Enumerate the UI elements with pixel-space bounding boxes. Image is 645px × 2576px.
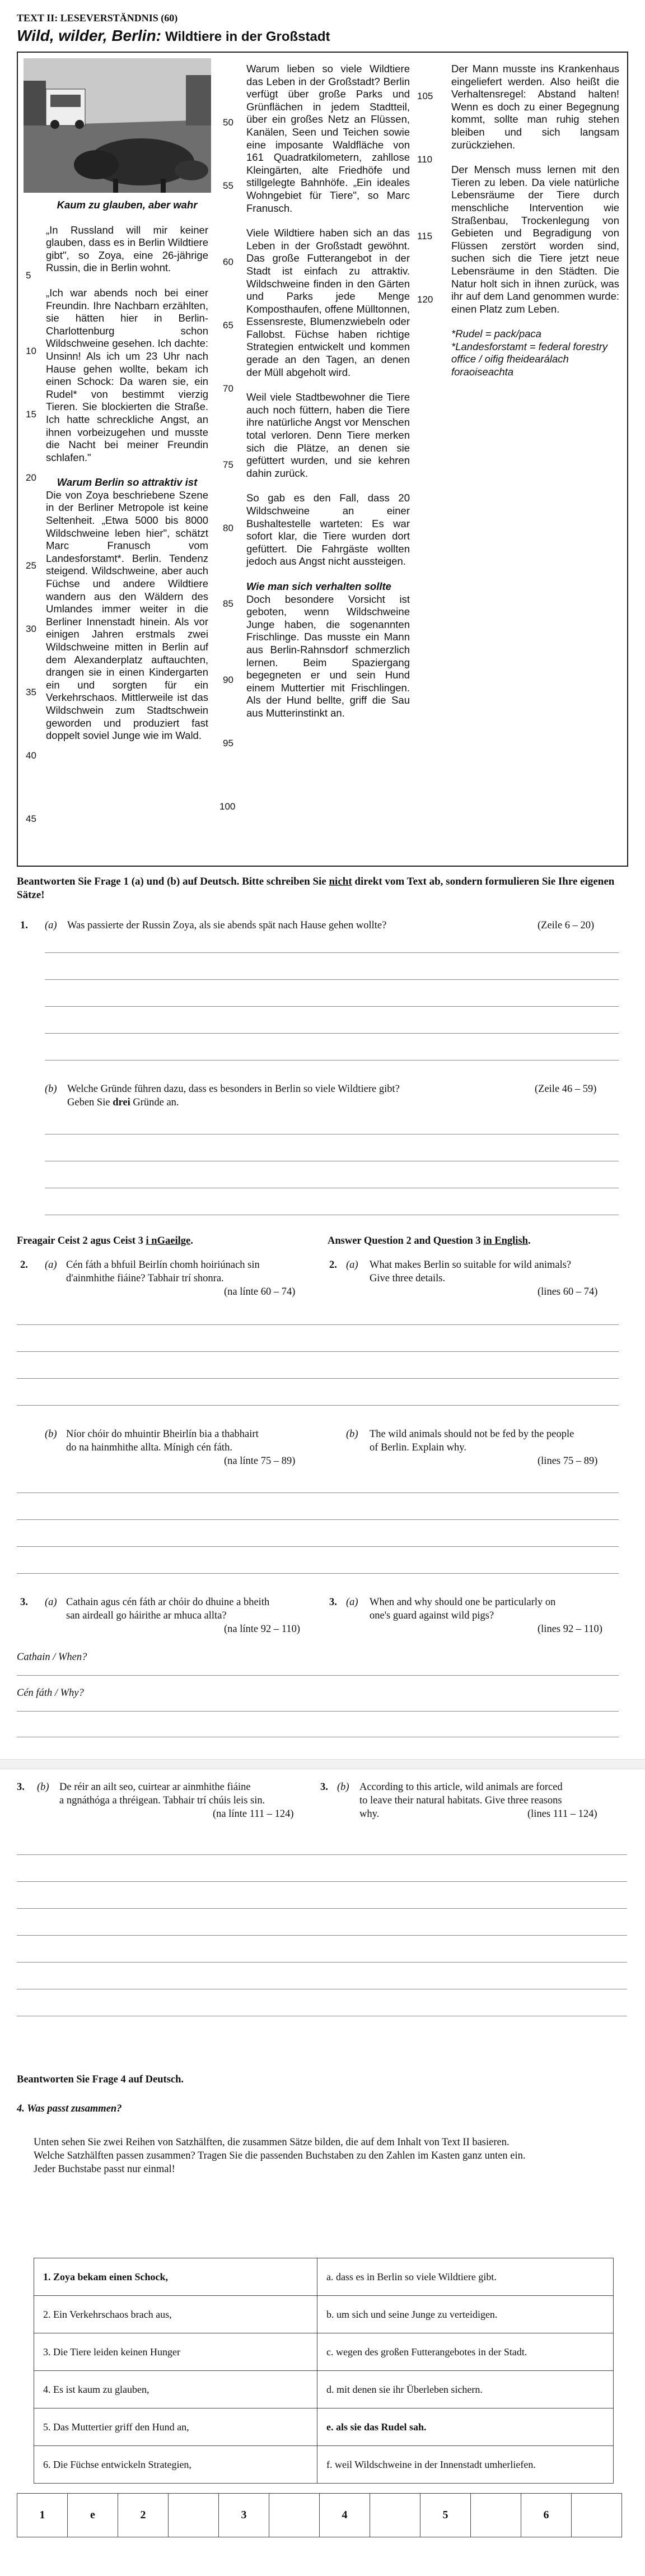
q1a-label: (a): [45, 920, 57, 931]
grid-answer-cell[interactable]: [169, 2494, 219, 2537]
q1b-text-2-post: Gründe an.: [133, 1097, 179, 1108]
q1b-text-1: Welche Gründe führen dazu, dass es besonders in Berlin so viele Wildtiere gibt?: [67, 1084, 400, 1095]
line-number: 55: [223, 180, 233, 191]
q4-instruction: Beantworten Sie Frage 4 auf Deutsch.: [17, 2074, 184, 2085]
q3a-ga-2: san airdeall go háirithe ar mhuca allta?: [66, 1610, 227, 1621]
answer-line[interactable]: [17, 1711, 619, 1712]
q3b-label-en: (b): [337, 1782, 349, 1793]
q3a-why-label: Cén fáth / Why?: [17, 1687, 84, 1699]
wild-boar-photo: [24, 58, 211, 193]
q3a-when-label: Cathain / When?: [17, 1652, 87, 1663]
grid-number-cell: 6: [521, 2494, 572, 2537]
grid-answer-cell[interactable]: [269, 2494, 320, 2537]
grid-answer-cell[interactable]: [370, 2494, 420, 2537]
q2a-ga-ref: (na línte 60 – 74): [224, 1286, 296, 1298]
answer-line[interactable]: [17, 1935, 627, 1936]
line-number: 35: [26, 687, 36, 698]
answer-line[interactable]: [17, 1881, 627, 1882]
answer-line[interactable]: [17, 1573, 619, 1574]
line-number: 5: [26, 270, 31, 281]
q3b-ga-ref: (na línte 111 – 124): [213, 1808, 294, 1820]
right-half: e. als sie das Rudel sah.: [317, 2408, 614, 2446]
answer-line[interactable]: [45, 952, 619, 953]
q4-intro: [34, 2136, 627, 2176]
ga-instruction-post: .: [190, 1235, 193, 1247]
article-paragraph: Die von Zoya beschriebene Szene in der Berliner Metropole ist keine Seltenheit. „Etwa 5000 bis 8000 Wildschweine leben hier", schätzt Marc Franusch vom Landesforstamt*. Berlin. Tendenz steigend. Wildschweine, aber auch Füchse und andere Wildtiere wandern aus den Wäldern des Umlandes immer weiter in die Berliner Innenstadt hinein. Als vor einigen Jahren erstmals zwei Wildschweine mitten in Berlin auf dem Alexanderplatz auftauchten, drangen sie in einen Kindergarten ein und sorgten für ein Verkehrschaos. Mittlerweile ist das Wildschwein zum Stadtschwein geworden und produziert fast doppelt soviel Junge wie im Wald.: [46, 489, 208, 742]
left-half: 5. Das Muttertier griff den Hund an,: [34, 2408, 317, 2446]
q3a-en-1: When and why should one be particularly on: [370, 1597, 556, 1608]
line-number: 65: [223, 320, 233, 331]
q3b-ga-1: De réir an ailt seo, cuirtear ar ainmhithe fiáine: [59, 1782, 251, 1793]
line-number: 120: [417, 294, 433, 305]
answer-line[interactable]: [45, 1033, 619, 1034]
q1b-label: (b): [45, 1084, 57, 1095]
q1a-text: Was passierte der Russin Zoya, als sie abends spät nach Hause gehen wollte?: [67, 920, 387, 931]
page-break: [0, 1759, 645, 1769]
line-number: 115: [417, 231, 433, 241]
q2b-en-2: of Berlin. Explain why.: [370, 1442, 466, 1453]
line-number: 70: [223, 383, 233, 394]
article-column-1: [46, 199, 208, 755]
line-number: 40: [26, 750, 36, 761]
article-paragraph: So gab es den Fall, dass 20 Wildschweine an einer Bushaltestelle warteten: Es war sofort klar, die Tiere wurden dort gefüttert. Die Fahrgäste wollten jedoch aus Angst nicht aussteigen.: [246, 492, 410, 568]
q3a-ga-ref: (na línte 92 – 110): [224, 1624, 300, 1635]
q2a-label-en: (a): [346, 1259, 358, 1271]
line-number: 105: [417, 91, 433, 101]
q4-intro-line: Jeder Buchstabe passt nur einmal!: [34, 2164, 175, 2175]
grid-answer-cell[interactable]: [471, 2494, 521, 2537]
left-half: 3. Die Tiere leiden keinen Hunger: [34, 2333, 317, 2371]
table-row: [34, 2333, 614, 2371]
answer-grid: [17, 2493, 622, 2537]
en-instruction-post: .: [527, 1235, 531, 1247]
answer-line[interactable]: [17, 1908, 627, 1909]
line-number: 30: [26, 624, 36, 634]
en-instruction: [328, 1234, 531, 1248]
answer-line[interactable]: [17, 1519, 619, 1520]
q3b-en-3: why.: [359, 1808, 380, 1820]
q1-instruction-post: direkt vom Text ab, sondern formulieren Sie Ihre eigenen Sätze!: [17, 876, 615, 901]
table-row: [34, 2296, 614, 2333]
left-half: 1. Zoya bekam einen Schock,: [34, 2258, 317, 2296]
q1-number: 1.: [20, 920, 28, 931]
q1-instruction-pre: Beantworten Sie Frage 1 (a) und (b) auf Deutsch. Bitte schreiben Sie: [17, 876, 326, 887]
q2-number: 2.: [20, 1259, 28, 1271]
article-column-2: [246, 63, 410, 732]
article-paragraph: Weil viele Stadtbewohner die Tiere auch noch füttern, haben die Tiere ihre natürliche Angst vor Menschen total verloren. Denn Tiere merken sich die Plätze, an denen sie gefüttert wurden, und sie kehren dahin zurück.: [246, 391, 410, 479]
grid-answer-cell[interactable]: [572, 2494, 622, 2537]
q3b-label-ga: (b): [37, 1782, 49, 1793]
table-row: [34, 2446, 614, 2484]
table-row: [34, 2371, 614, 2408]
right-half: a. dass es in Berlin so viele Wildtiere gibt.: [317, 2258, 614, 2296]
article-title-rest: Wildtiere in der Großstadt: [165, 29, 330, 44]
grid-number-cell: 3: [219, 2494, 269, 2537]
article-lead: Kaum zu glauben, aber wahr: [57, 199, 198, 211]
q3b-en-2: to leave their natural habitats. Give three reasons: [359, 1795, 562, 1806]
q3b-ga-2: a ngnáthóga a thréigean. Tabhair trí chúis leis sin.: [59, 1795, 265, 1806]
right-half: b. um sich und seine Junge zu verteidigen.: [317, 2296, 614, 2333]
answer-line[interactable]: [17, 1378, 619, 1379]
article-title: [17, 27, 330, 45]
article-paragraph: Viele Wildtiere haben sich an das Leben in der Großstadt gewöhnt. Das große Futterangebot in der Stadt ist einfach zu attraktiv. Wildschweine finden in den Gärten und Parks jede Menge Komposthaufen, offene Mülltonnen, Essensreste, Blumenzwiebeln oder Fallobst. Füchse haben richtige Strategien entwickelt und kommen gerade an den Tagen, an denen der Müll abgeholt wird.: [246, 227, 410, 378]
article-subheading: Wie man sich verhalten sollte: [246, 580, 391, 592]
answer-line[interactable]: [17, 1324, 619, 1325]
article-paragraph: Der Mann musste ins Krankenhaus eingeliefert werden. Also heißt die Verhaltensregel: Abstand halten! Wenn es doch zu einer Begegnung kommt, sollte man ruhig stehen bleiben und sich langsam zurückziehen.: [451, 63, 619, 151]
q3b-number: 3.: [17, 1782, 25, 1793]
article-column-3: [451, 63, 619, 391]
grid-answer-cell[interactable]: e: [68, 2494, 118, 2537]
q1-instruction: [17, 875, 621, 902]
article-paragraph: „Ich war abends noch bei einer Freundin. Ihre Nachbarn erzählten, sie hätten hier in Berlin-Charlottenburg schon Wildschweine gesehen. Ich dachte: Unsinn! Als ich um 23 Uhr nach Hause gehen wollte, bekam ich einen Schock: Da waren sie, ein Rudel* von bestimmt vierzig Tieren. Sie blockierten die Straße. Ich hatte schreckliche Angst, an ihnen vorbeizugehen und musste die Nacht bei meiner Freundin schlafen.": [46, 286, 209, 463]
q3a-label-en: (a): [346, 1597, 358, 1608]
q3-number: 3.: [20, 1597, 28, 1608]
q1b-text-2-pre: Geben Sie: [67, 1097, 110, 1108]
q2a-ga-1: Cén fáth a bhfuil Beirlín chomh hoiriúnach sin: [66, 1259, 260, 1271]
q3a-en-2: one's guard against wild pigs?: [370, 1610, 494, 1621]
q1a-line-ref: (Zeile 6 – 20): [538, 920, 595, 931]
answer-line[interactable]: [17, 1854, 627, 1855]
q3a-ga-1: Cathain agus cén fáth ar chóir do dhuine a bheith: [66, 1597, 270, 1608]
answer-line[interactable]: [17, 1546, 619, 1547]
answer-line[interactable]: [45, 1060, 619, 1061]
article-paragraph: Warum lieben so viele Wildtiere das Leben in der Großstadt? Berlin verfügt über große Parks und Grünflächen in jedem Stadtteil, über ein großes Netz an Flüssen, Kanälen, Seen und Teichen sowie eine imposante Waldfläche von 161 Quadratkilometern, zahllose Kleingärten, alte Friedhöfe und stillgelegte Bahnhöfe. „Ein ideales Wohngebiet für Tiere", so Marc Franusch.: [246, 63, 410, 214]
article-paragraph: „In Russland will mir keiner glauben, dass es in Berlin Wildtiere gibt", so Zoya, eine 26-jährige Russin, die in Berlin wohnt.: [46, 224, 208, 274]
ga-instruction-emph: i nGaeilge: [146, 1235, 191, 1247]
q1b-text-2: [67, 1096, 179, 1109]
answer-line[interactable]: [45, 1006, 619, 1007]
table-row: [34, 2408, 614, 2446]
line-number: 90: [223, 675, 233, 685]
line-number: 95: [223, 738, 233, 748]
line-number: 25: [26, 560, 36, 571]
q2a-label-ga: (a): [45, 1259, 57, 1271]
q3-number-en: 3.: [329, 1597, 337, 1608]
right-half: f. weil Wildschweine in der Innenstadt umherliefen.: [317, 2446, 614, 2484]
q2b-en-1: The wild animals should not be fed by the people: [370, 1429, 574, 1440]
q2a-en-2: Give three details.: [370, 1273, 446, 1284]
section-heading: TEXT II: LESEVERSTÄNDNIS (60): [17, 12, 178, 24]
answer-grid-row: [17, 2494, 622, 2537]
en-instruction-emph: in English: [483, 1235, 528, 1247]
line-number: 100: [219, 801, 236, 812]
answer-line[interactable]: [17, 1675, 619, 1676]
q2b-label-ga: (b): [45, 1429, 57, 1440]
q2a-en-ref: (lines 60 – 74): [538, 1286, 598, 1298]
line-number: 80: [223, 523, 233, 533]
q3b-en-ref: (lines 111 – 124): [527, 1808, 597, 1820]
line-number: 110: [417, 154, 433, 165]
table-row: [34, 2258, 614, 2296]
line-number: 20: [26, 472, 36, 483]
grid-number-cell: 2: [118, 2494, 169, 2537]
right-half: d. mit denen sie ihr Überleben sichern.: [317, 2371, 614, 2408]
line-number: 85: [223, 598, 233, 609]
left-half: 2. Ein Verkehrschaos brach aus,: [34, 2296, 317, 2333]
q2b-ga-1: Níor chóir do mhuintir Bheirlín bia a thabhairt: [66, 1429, 259, 1440]
line-number: 45: [26, 813, 36, 824]
matching-table: [34, 2258, 614, 2484]
left-half: 6. Die Füchse entwickeln Strategien,: [34, 2446, 317, 2484]
left-half: 4. Es ist kaum zu glauben,: [34, 2371, 317, 2408]
line-number: 75: [223, 459, 233, 470]
answer-line[interactable]: [17, 1351, 619, 1352]
glossary-entry: *Rudel = pack/paca: [451, 328, 541, 340]
q2a-en-1: What makes Berlin so suitable for wild animals?: [370, 1259, 572, 1271]
article-paragraph: Doch besondere Vorsicht ist geboten, wenn Wildschweine Junge haben, die sogenannten Frischlinge. Das musste ein Mann aus Berlin-Rahnsdorf schmerzlich lernen. Beim Spaziergang begegneten er und sein Hund einem Muttertier mit Frischlingen. Als der Hund bellte, griff die Sau aus Mutterinstinkt an.: [246, 593, 410, 719]
line-number: 50: [223, 117, 233, 128]
q1b-line-ref: (Zeile 46 – 59): [535, 1084, 597, 1095]
ga-instruction-pre: Freagair Ceist 2 agus Ceist 3: [17, 1235, 143, 1247]
answer-line[interactable]: [17, 1962, 627, 1963]
q2-number-en: 2.: [329, 1259, 337, 1271]
q2a-ga-2: d'ainmhithe fiáine? Tabhair trí shonra.: [66, 1273, 224, 1284]
grid-number-cell: 5: [420, 2494, 471, 2537]
line-number: 15: [26, 409, 36, 420]
glossary-entry: *Landesforstamt = federal forestry office / oifig fheidearálach foraoiseachta: [451, 340, 608, 378]
right-half: c. wegen des großen Futterangebotes in der Stadt.: [317, 2333, 614, 2371]
article-subheading: Warum Berlin so attraktiv ist: [57, 476, 198, 489]
q3b-number-en: 3.: [320, 1782, 328, 1793]
q1b-text-2-bold: drei: [113, 1097, 130, 1108]
en-instruction-pre: Answer Question 2 and Question 3: [328, 1235, 481, 1247]
line-number: 10: [26, 346, 36, 356]
grid-number-cell: 4: [320, 2494, 370, 2537]
answer-line[interactable]: [17, 1492, 619, 1493]
q4-intro-line: Unten sehen Sie zwei Reihen von Satzhälften, die zusammen Sätze bilden, die auf dem Inhalt von Text II basieren.: [34, 2137, 510, 2148]
q2b-ga-ref: (na línte 75 – 89): [224, 1456, 296, 1467]
ga-instruction: [17, 1234, 193, 1248]
q4-title: 4. Was passt zusammen?: [17, 2103, 122, 2114]
q2b-en-ref: (lines 75 – 89): [538, 1456, 598, 1467]
q2b-label-en: (b): [346, 1429, 358, 1440]
grid-number-cell: 1: [17, 2494, 68, 2537]
q3a-en-ref: (lines 92 – 110): [538, 1624, 602, 1635]
answer-line[interactable]: [45, 979, 619, 980]
q3b-en-1: According to this article, wild animals are forced: [359, 1782, 563, 1793]
line-number: 60: [223, 257, 233, 267]
q2b-ga-2: do na hainmhithe allta. Mínigh cén fáth.: [66, 1442, 232, 1453]
answer-line[interactable]: [17, 1405, 619, 1406]
article-paragraph: Der Mensch muss lernen mit den Tieren zu leben. Da viele natürliche Lebensräume der Tiere durch menschliche Intervention wie Straßenbau, Trockenlegung von Gebieten und Begradigung von Flüssen zerstört worden sind, suchen sich die Tiere jetzt neue Lebensräume in den Städten. Die Natur holt sich in ihnen zurück, was ihr auf dem Land genommen wurde: einen Platz zum Leben.: [451, 164, 619, 315]
q1-instruction-emph: nicht: [329, 876, 352, 887]
q3a-label-ga: (a): [45, 1597, 57, 1608]
q4-intro-line: Welche Satzhälften passen zusammen? Tragen Sie die passenden Buchstaben zu den Zahlen im Kasten ganz unten ein.: [34, 2150, 526, 2161]
article-title-italic: Wild, wilder, Berlin:: [17, 27, 162, 44]
